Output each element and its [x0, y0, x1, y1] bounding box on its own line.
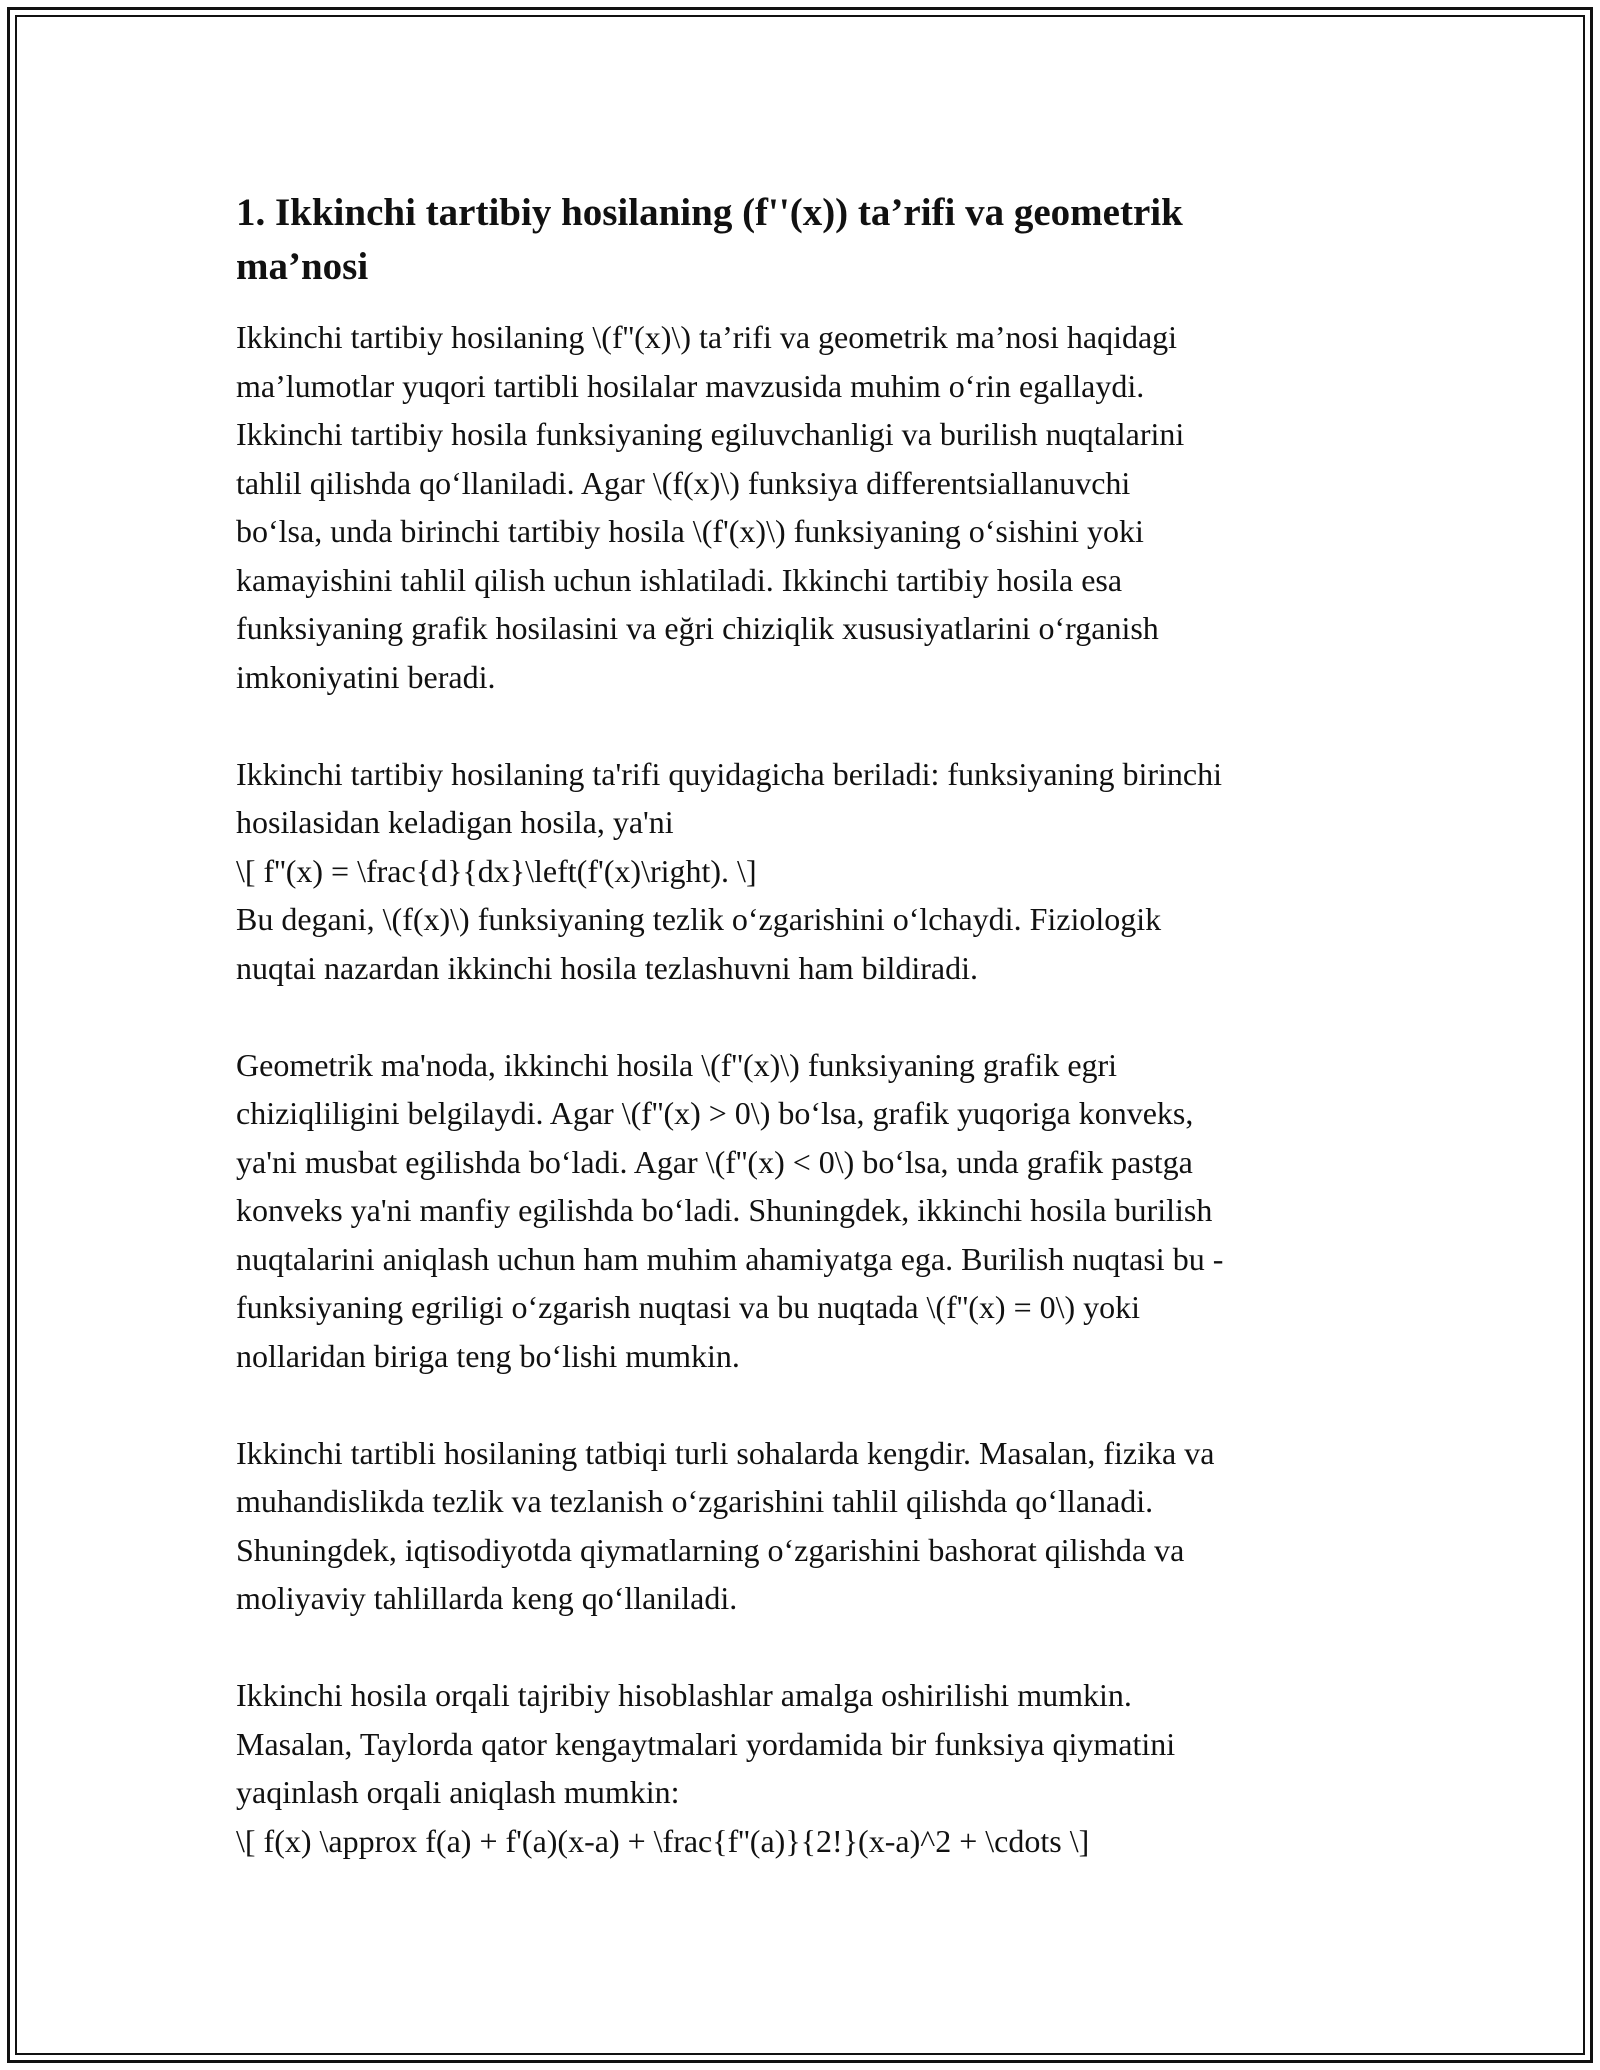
text-line: Ikkinchi tartibiy hosila funksiyaning egiluvchanligi va burilish nuqtalarini — [236, 416, 1185, 452]
text-line: moliyaviy tahlillarda keng qo‘llaniladi. — [236, 1580, 738, 1616]
text-line: yaqinlash orqali aniqlash mumkin: — [236, 1774, 680, 1810]
formula-line: \[ f''(x) = \frac{d}{dx}\left(f'(x)\right). \] — [236, 852, 757, 889]
formula-line: \[ f(x) \approx f(a) + f'(a)(x-a) + \frac{f''(a)}{2!}(x-a)^2 + \cdots \] — [236, 1822, 1090, 1859]
text-line: Ikkinchi tartibli hosilaning tatbiqi turli sohalarda kengdir. Masalan, fizika va — [236, 1434, 1215, 1471]
text-line: funksiyaning grafik hosilasini va eğri chiziqlik xususiyatlarini o‘rganish — [236, 610, 1159, 646]
text-line: bo‘lsa, unda birinchi tartibiy hosila \(f'(x)\) funksiyaning o‘sishini yoki — [236, 513, 1144, 549]
heading-line: ma’nosi — [236, 245, 369, 288]
text-line: muhandislikda tezlik va tezlanish o‘zgarishini tahlil qilishda qo‘llanadi. — [236, 1483, 1154, 1519]
document-body — [236, 186, 1386, 1914]
text-line: funksiyaning egriligi o‘zgarish nuqtasi va bu nuqtada \(f''(x) = 0\) yoki — [236, 1289, 1141, 1325]
text-line: Ikkinchi tartibiy hosilaning \(f''(x)\) ta’rifi va geometrik ma’nosi haqidagi — [236, 319, 1178, 355]
paragraph-applications — [236, 1429, 1386, 1623]
text-line: nuqtalarini aniqlash uchun ham muhim ahamiyatga ega. Burilish nuqtasi bu - — [236, 1240, 1224, 1277]
heading-line: 1. Ikkinchi tartibiy hosilaning (f''(x)) ta’rifi va geometrik — [236, 191, 1183, 234]
text-line: konveks ya'ni manfiy egilishda bo‘ladi. Shuningdek, ikkinchi hosila burilish — [236, 1192, 1213, 1228]
text-line: ma’lumotlar yuqori tartibli hosilalar mavzusida muhim o‘rin egallaydi. — [236, 367, 1145, 404]
section-heading — [236, 186, 1316, 294]
paragraph-definition-intro — [236, 313, 1386, 701]
paragraph-definition-formula — [236, 750, 1386, 993]
text-line: imkoniyatini beradi. — [236, 658, 496, 695]
text-line: nuqtai nazardan ikkinchi hosila tezlashuvni ham bildiradi. — [236, 949, 979, 986]
text-line: hosilasidan keladigan hosila, ya'ni — [236, 804, 674, 840]
text-line: nollaridan biriga teng bo‘lishi mumkin. — [236, 1337, 740, 1374]
text-line: chiziqliligini belgilaydi. Agar \(f''(x) > 0\) bo‘lsa, grafik yuqoriga konveks, — [236, 1095, 1194, 1131]
text-line: ya'ni musbat egilishda bo‘ladi. Agar \(f''(x) < 0\) bo‘lsa, unda grafik pastga — [236, 1143, 1193, 1180]
paragraph-geometric-meaning — [236, 1041, 1386, 1381]
text-line: Ikkinchi hosila orqali tajribiy hisoblashlar amalga oshirilishi mumkin. — [236, 1677, 1132, 1713]
text-line: Geometrik ma'noda, ikkinchi hosila \(f''(x)\) funksiyaning grafik egri — [236, 1046, 1118, 1083]
text-line: kamayishini tahlil qilish uchun ishlatiladi. Ikkinchi tartibiy hosila esa — [236, 561, 1123, 598]
text-line: Bu degani, \(f(x)\) funksiyaning tezlik o‘zgarishini o‘lchaydi. Fiziologik — [236, 901, 1162, 937]
text-line: Shuningdek, iqtisodiyotda qiymatlarning o‘zgarishini bashorat qilishda va — [236, 1531, 1185, 1568]
text-line: Masalan, Taylorda qator kengaytmalari yordamida bir funksiya qiymatini — [236, 1725, 1176, 1762]
text-line: Ikkinchi tartibiy hosilaning ta'rifi quyidagicha beriladi: funksiyaning birinchi — [236, 755, 1222, 792]
text-line: tahlil qilishda qo‘llaniladi. Agar \(f(x)\) funksiya differentsiallanuvchi — [236, 464, 1131, 501]
paragraph-taylor — [236, 1671, 1386, 1865]
